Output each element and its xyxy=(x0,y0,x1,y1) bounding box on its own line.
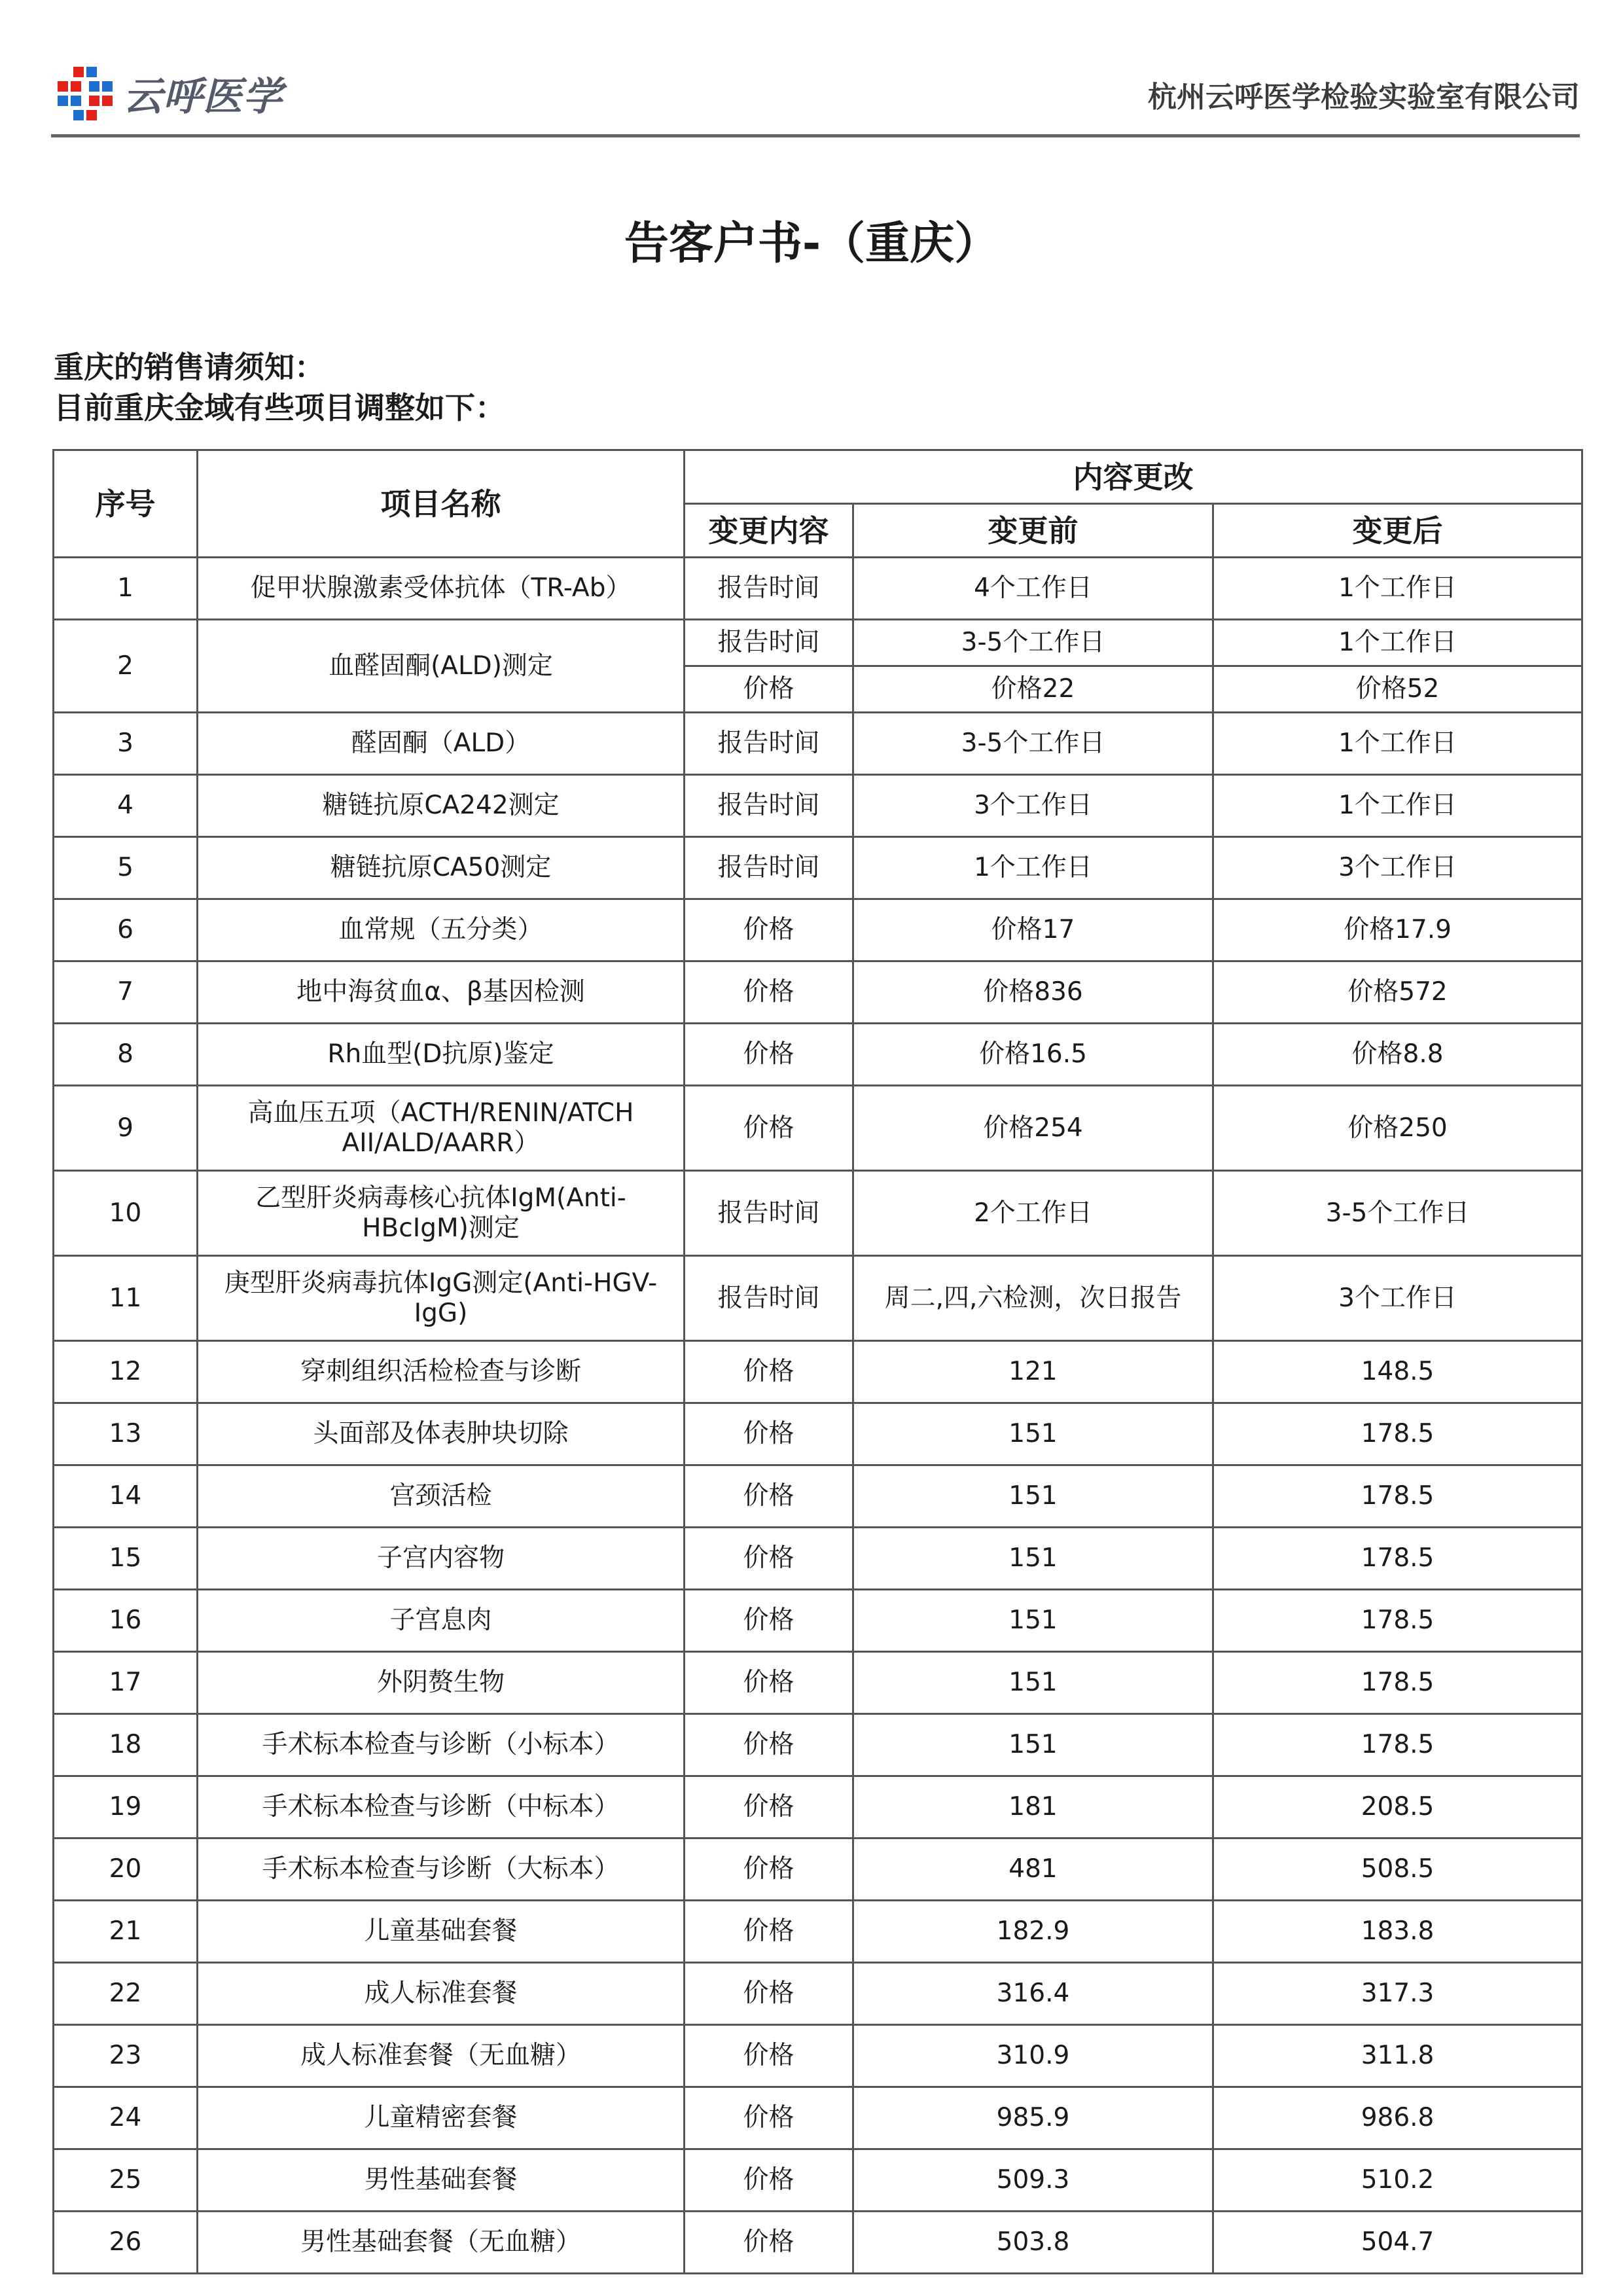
table-row xyxy=(54,1341,1582,1403)
table-row xyxy=(54,1024,1582,1086)
cell-no: 4 xyxy=(54,775,198,837)
table-row xyxy=(54,1714,1582,1776)
table-row xyxy=(54,2087,1582,2149)
cell-after: 178.5 xyxy=(1213,1590,1582,1652)
header-change-type: 变更内容 xyxy=(685,504,853,558)
logo-text: 云呼医学 xyxy=(123,74,283,120)
cell-before: 价格836 xyxy=(853,961,1213,1024)
cell-after: 价格250 xyxy=(1213,1086,1582,1171)
cell-after: 148.5 xyxy=(1213,1341,1582,1403)
cell-item-name: Rh血型(D抗原)鉴定 xyxy=(198,1024,685,1086)
cell-change-type: 报告时间 xyxy=(685,1171,853,1256)
cell-after: 504.7 xyxy=(1213,2212,1582,2274)
cell-before: 3-5个工作日 xyxy=(853,713,1213,775)
cell-change-type: 报告时间 xyxy=(685,775,853,837)
cell-before: 316.4 xyxy=(853,1963,1213,2025)
cell-before: 121 xyxy=(853,1341,1213,1403)
cell-no: 14 xyxy=(54,1465,198,1528)
table-row xyxy=(54,961,1582,1024)
cell-item-name: 高血压五项（ACTH/RENIN/ATCH AII/ALD/AARR） xyxy=(198,1086,685,1171)
cell-before: 2个工作日 xyxy=(853,1171,1213,1256)
header-no: 序号 xyxy=(54,450,198,558)
cell-item-name: 成人标准套餐（无血糖） xyxy=(198,2025,685,2087)
logo xyxy=(51,64,283,123)
cell-no: 12 xyxy=(54,1341,198,1403)
cell-no: 17 xyxy=(54,1652,198,1714)
cell-before: 503.8 xyxy=(853,2212,1213,2274)
cell-change-type: 价格 xyxy=(685,1839,853,1901)
table-row xyxy=(54,1256,1582,1341)
cell-item-name: 醛固酮（ALD） xyxy=(198,713,685,775)
cell-item-name: 男性基础套餐（无血糖） xyxy=(198,2212,685,2274)
table-row xyxy=(54,1528,1582,1590)
table-row xyxy=(54,1465,1582,1528)
cell-item-name: 血醛固酮(ALD)测定 xyxy=(198,620,685,713)
cell-change-type: 价格 xyxy=(685,961,853,1024)
cell-after: 1个工作日 xyxy=(1213,775,1582,837)
cell-item-name: 促甲状腺激素受体抗体（TR-Ab） xyxy=(198,558,685,620)
cell-after: 价格572 xyxy=(1213,961,1582,1024)
cell-item-name: 糖链抗原CA50测定 xyxy=(198,837,685,899)
cell-before: 价格254 xyxy=(853,1086,1213,1171)
cell-before: 4个工作日 xyxy=(853,558,1213,620)
company-name: 杭州云呼医学检验实验室有限公司 xyxy=(1148,81,1580,114)
intro-text xyxy=(54,347,505,428)
cell-before: 1个工作日 xyxy=(853,837,1213,899)
cell-change-type: 价格 xyxy=(685,1086,853,1171)
cell-change-type: 价格 xyxy=(685,899,853,961)
cell-before: 151 xyxy=(853,1714,1213,1776)
cell-after: 178.5 xyxy=(1213,1652,1582,1714)
cell-no: 20 xyxy=(54,1839,198,1901)
cell-after: 3-5个工作日 xyxy=(1213,1171,1582,1256)
cell-change-type: 报告时间 xyxy=(685,558,853,620)
cell-after: 510.2 xyxy=(1213,2149,1582,2212)
cell-change-type: 价格 xyxy=(685,1528,853,1590)
cell-before: 价格16.5 xyxy=(853,1024,1213,1086)
cell-before: 151 xyxy=(853,1465,1213,1528)
cell-item-name: 庚型肝炎病毒抗体IgG测定(Anti-HGV-IgG) xyxy=(198,1256,685,1341)
cell-after: 1个工作日 xyxy=(1213,713,1582,775)
cell-before: 3-5个工作日 xyxy=(853,620,1213,666)
cell-no: 3 xyxy=(54,713,198,775)
cell-change-type: 价格 xyxy=(685,1901,853,1963)
cell-change-type: 报告时间 xyxy=(685,1256,853,1341)
table-row xyxy=(54,1086,1582,1171)
cell-change-type: 报告时间 xyxy=(685,713,853,775)
cell-no: 8 xyxy=(54,1024,198,1086)
cell-change-type: 价格 xyxy=(685,2087,853,2149)
page-header xyxy=(51,52,1580,136)
table-row xyxy=(54,1963,1582,2025)
cell-no: 9 xyxy=(54,1086,198,1171)
table-row xyxy=(54,2149,1582,2212)
header-divider xyxy=(51,134,1580,137)
cell-no: 11 xyxy=(54,1256,198,1341)
cell-item-name: 地中海贫血α、β基因检测 xyxy=(198,961,685,1024)
table-body xyxy=(54,558,1582,2274)
medical-cross-logo-icon xyxy=(51,64,116,123)
cell-after: 178.5 xyxy=(1213,1465,1582,1528)
cell-after: 311.8 xyxy=(1213,2025,1582,2087)
cell-no: 19 xyxy=(54,1776,198,1839)
cell-change-type: 价格 xyxy=(685,2149,853,2212)
header-after: 变更后 xyxy=(1213,504,1582,558)
cell-no: 23 xyxy=(54,2025,198,2087)
cell-no: 24 xyxy=(54,2087,198,2149)
cell-after: 986.8 xyxy=(1213,2087,1582,2149)
cell-change-type: 价格 xyxy=(685,1465,853,1528)
cell-change-type: 价格 xyxy=(685,1403,853,1465)
table-row xyxy=(54,899,1582,961)
cell-item-name: 儿童基础套餐 xyxy=(198,1901,685,1963)
cell-before: 价格17 xyxy=(853,899,1213,961)
cell-after: 208.5 xyxy=(1213,1776,1582,1839)
cell-no: 16 xyxy=(54,1590,198,1652)
cell-after: 178.5 xyxy=(1213,1714,1582,1776)
cell-after: 3个工作日 xyxy=(1213,1256,1582,1341)
table-row xyxy=(54,1171,1582,1256)
cell-after: 价格17.9 xyxy=(1213,899,1582,961)
cell-change-type: 价格 xyxy=(685,2025,853,2087)
cell-item-name: 子宫内容物 xyxy=(198,1528,685,1590)
cell-change-type: 价格 xyxy=(685,1714,853,1776)
cell-no: 7 xyxy=(54,961,198,1024)
cell-item-name: 儿童精密套餐 xyxy=(198,2087,685,2149)
cell-before: 985.9 xyxy=(853,2087,1213,2149)
cell-before: 509.3 xyxy=(853,2149,1213,2212)
cell-before: 周二,四,六检测，次日报告 xyxy=(853,1256,1213,1341)
cell-after: 178.5 xyxy=(1213,1403,1582,1465)
cell-no: 22 xyxy=(54,1963,198,2025)
cell-change-type: 价格 xyxy=(685,1341,853,1403)
cell-before: 151 xyxy=(853,1652,1213,1714)
cell-before: 181 xyxy=(853,1776,1213,1839)
cell-change-type: 价格 xyxy=(685,1776,853,1839)
cell-change-type: 价格 xyxy=(685,1590,853,1652)
cell-item-name: 手术标本检查与诊断（大标本） xyxy=(198,1839,685,1901)
cell-before: 151 xyxy=(853,1590,1213,1652)
header-before: 变更前 xyxy=(853,504,1213,558)
cell-item-name: 外阴赘生物 xyxy=(198,1652,685,1714)
cell-no: 25 xyxy=(54,2149,198,2212)
cell-item-name: 穿刺组织活检检查与诊断 xyxy=(198,1341,685,1403)
cell-change-type: 价格 xyxy=(685,1652,853,1714)
cell-no: 21 xyxy=(54,1901,198,1963)
cell-item-name: 乙型肝炎病毒核心抗体IgM(Anti-HBcIgM)测定 xyxy=(198,1171,685,1256)
cell-before: 182.9 xyxy=(853,1901,1213,1963)
cell-after: 178.5 xyxy=(1213,1528,1582,1590)
table-row xyxy=(54,1776,1582,1839)
cell-no: 15 xyxy=(54,1528,198,1590)
cell-item-name: 子宫息肉 xyxy=(198,1590,685,1652)
table-row xyxy=(54,1901,1582,1963)
cell-after: 1个工作日 xyxy=(1213,558,1582,620)
cell-no: 6 xyxy=(54,899,198,961)
page-title: 告客户书-（重庆） xyxy=(624,218,999,270)
cell-item-name: 手术标本检查与诊断（中标本） xyxy=(198,1776,685,1839)
cell-change-type: 价格 xyxy=(685,1024,853,1086)
cell-change-type: 价格 xyxy=(685,666,853,713)
cell-before: 价格22 xyxy=(853,666,1213,713)
cell-before: 151 xyxy=(853,1403,1213,1465)
cell-no: 1 xyxy=(54,558,198,620)
cell-after: 317.3 xyxy=(1213,1963,1582,2025)
table-row xyxy=(54,775,1582,837)
cell-change-type: 报告时间 xyxy=(685,620,853,666)
cell-after: 1个工作日 xyxy=(1213,620,1582,666)
table-row xyxy=(54,558,1582,620)
cell-no: 18 xyxy=(54,1714,198,1776)
cell-item-name: 糖链抗原CA242测定 xyxy=(198,775,685,837)
table-row xyxy=(54,1839,1582,1901)
cell-no: 10 xyxy=(54,1171,198,1256)
cell-no: 26 xyxy=(54,2212,198,2274)
cell-before: 151 xyxy=(853,1528,1213,1590)
cell-item-name: 宫颈活检 xyxy=(198,1465,685,1528)
cell-before: 481 xyxy=(853,1839,1213,1901)
cell-item-name: 头面部及体表肿块切除 xyxy=(198,1403,685,1465)
cell-after: 价格52 xyxy=(1213,666,1582,713)
cell-item-name: 血常规（五分类） xyxy=(198,899,685,961)
cell-item-name: 手术标本检查与诊断（小标本） xyxy=(198,1714,685,1776)
cell-no: 5 xyxy=(54,837,198,899)
cell-after: 3个工作日 xyxy=(1213,837,1582,899)
header-name: 项目名称 xyxy=(198,450,685,558)
cell-after: 508.5 xyxy=(1213,1839,1582,1901)
table-row xyxy=(54,620,1582,666)
intro-line-1: 重庆的销售请须知： xyxy=(54,350,325,385)
cell-change-type: 价格 xyxy=(685,2212,853,2274)
cell-after: 价格8.8 xyxy=(1213,1024,1582,1086)
cell-before: 310.9 xyxy=(853,2025,1213,2087)
cell-no: 2 xyxy=(54,620,198,713)
table-row xyxy=(54,713,1582,775)
cell-no: 13 xyxy=(54,1403,198,1465)
cell-change-type: 报告时间 xyxy=(685,837,853,899)
intro-line-2: 目前重庆金域有些项目调整如下： xyxy=(54,390,505,425)
header-group: 内容更改 xyxy=(685,450,1582,504)
cell-after: 183.8 xyxy=(1213,1901,1582,1963)
cell-item-name: 男性基础套餐 xyxy=(198,2149,685,2212)
change-table xyxy=(52,449,1583,2274)
table-row xyxy=(54,1652,1582,1714)
table-row xyxy=(54,1590,1582,1652)
table-row xyxy=(54,1403,1582,1465)
table-row xyxy=(54,837,1582,899)
table-row xyxy=(54,2025,1582,2087)
cell-before: 3个工作日 xyxy=(853,775,1213,837)
cell-item-name: 成人标准套餐 xyxy=(198,1963,685,2025)
cell-change-type: 价格 xyxy=(685,1963,853,2025)
table-row xyxy=(54,2212,1582,2274)
